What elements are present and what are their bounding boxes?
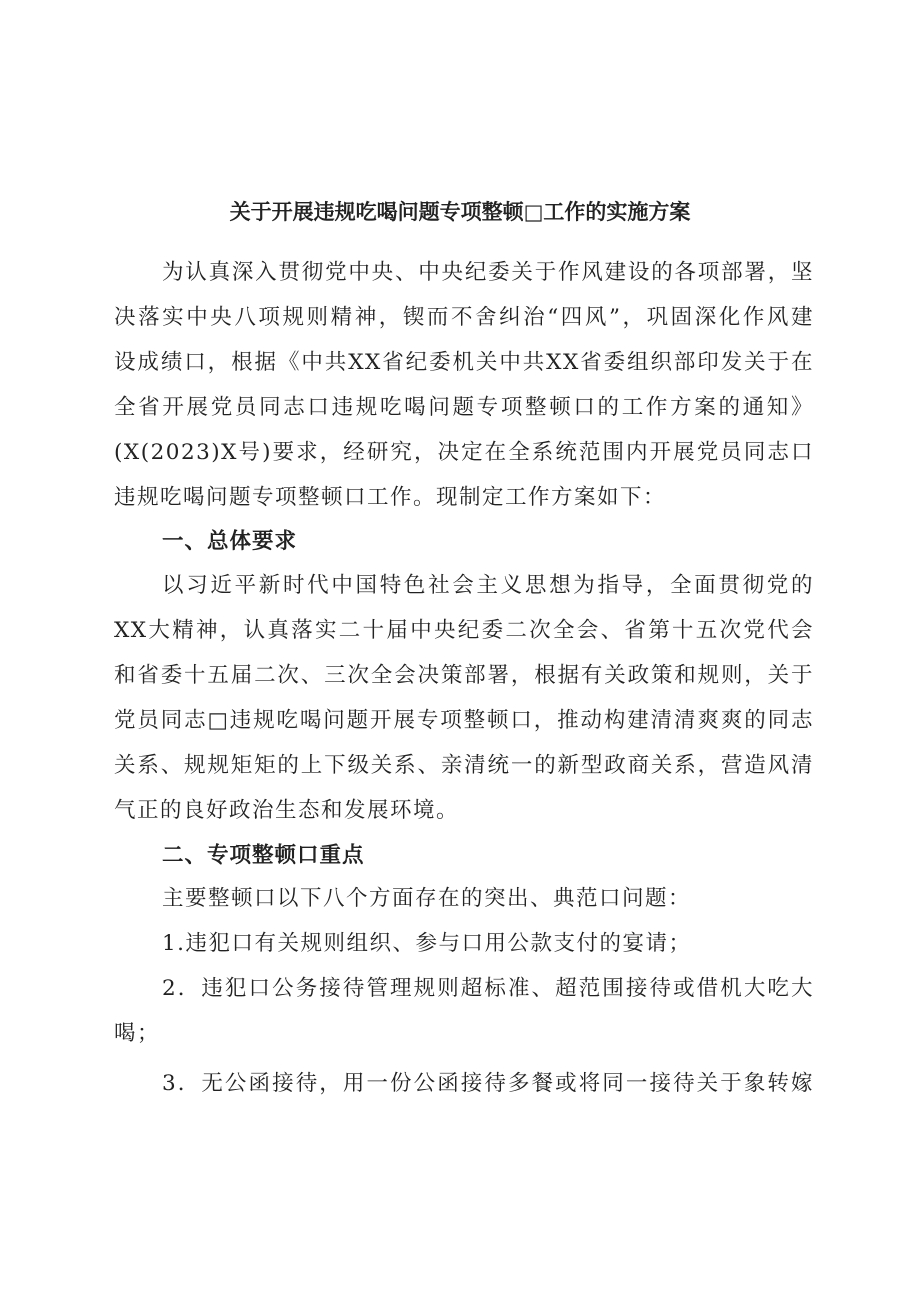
list-item-continuation: 喝；: [114, 1021, 161, 1046]
intro-line: 为认真深入贯彻党中央、中央纪委关于作风建设的各项部署，坚: [162, 260, 814, 285]
section1-line: 以习近平新时代中国特色社会主义思想为指导，全面贯彻党的: [162, 573, 814, 598]
section1-line: 气正的良好政治生态和发展环境。: [114, 798, 460, 823]
section1-line: 关系、规规矩矩的上下级关系、亲清统一的新型政商关系，营造风清: [114, 753, 814, 778]
intro-line: 决落实中央八项规则精神，锲而不舍纠治“四风”，巩固深化作风建: [114, 305, 814, 330]
section-heading: 一、总体要求: [162, 529, 298, 554]
section2-intro: 主要整顿口以下八个方面存在的突出、典范口问题：: [162, 886, 692, 911]
intro-line: 全省开展党员同志口违规吃喝问题专项整顿口的工作方案的通知》: [114, 395, 814, 420]
section1-line: 党员同志□违规吃喝问题开展专项整顿口，推动构建清清爽爽的同志: [114, 708, 814, 733]
list-item: 2．违犯口公务接待管理规则超标准、超范围接待或借机大吃大: [162, 976, 814, 1001]
document-title: 关于开展违规吃喝问题专项整顿□工作的实施方案: [229, 200, 691, 224]
intro-line: 违规吃喝问题专项整顿口工作。现制定工作方案如下：: [114, 485, 667, 510]
intro-line: 设成绩口，根据《中共XX省纪委机关中共XX省委组织部印发关于在: [114, 350, 814, 375]
section1-line: 和省委十五届二次、三次全会决策部署，根据有关政策和规则，关于: [114, 663, 814, 688]
intro-line: (X(2023)X号)要求，经研究，决定在全系统范围内开展党员同志口: [114, 440, 814, 465]
section1-line: XX大精神，认真落实二十届中央纪委二次全会、省第十五次党代会: [114, 618, 814, 643]
list-item: 1.违犯口有关规则组织、参与口用公款支付的宴请；: [162, 931, 692, 956]
list-item: 3．无公函接待，用一份公函接待多餐或将同一接待关于象转嫁: [162, 1071, 814, 1096]
section-heading: 二、专项整顿口重点: [162, 843, 365, 868]
